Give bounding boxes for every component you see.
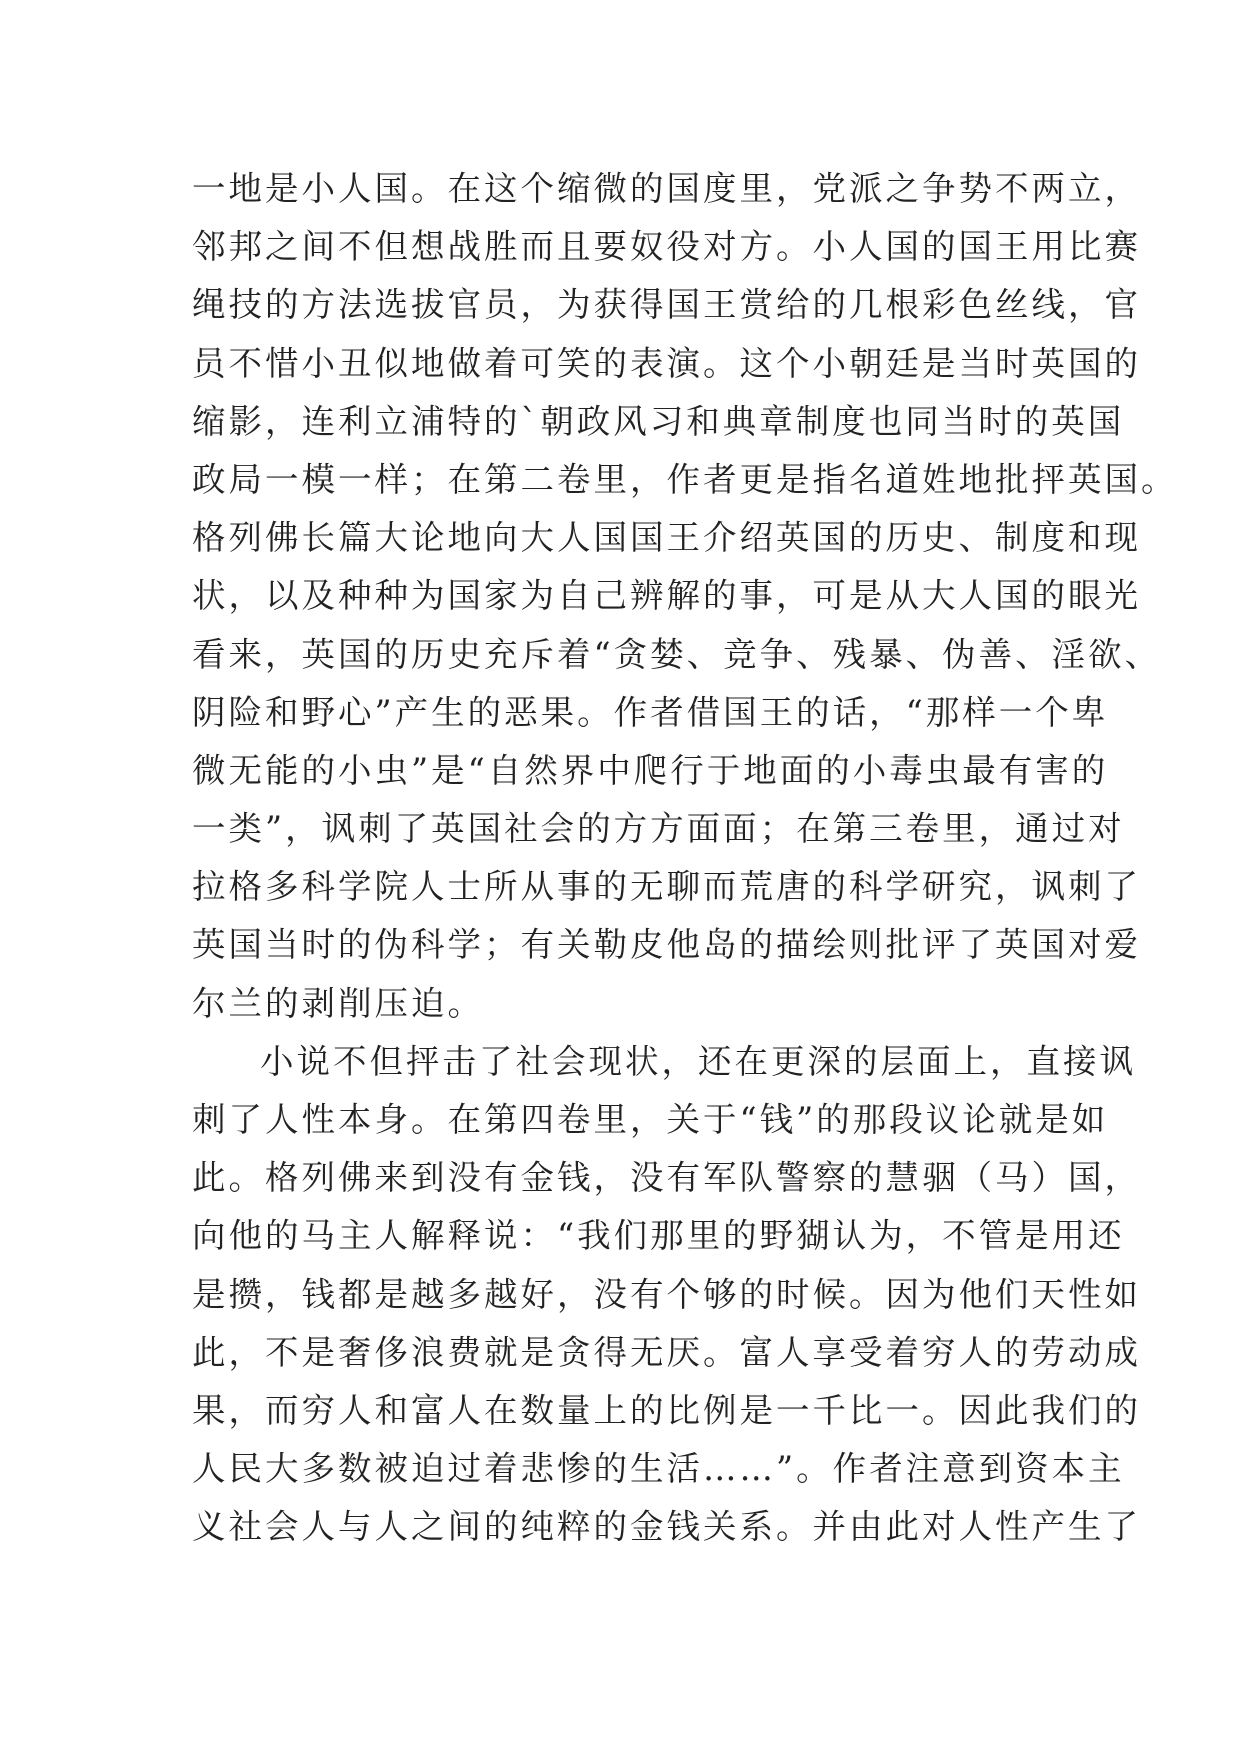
- text-line: 绳技的方法选拔官员，为获得国王赏给的几根彩色丝线，官: [192, 285, 1141, 325]
- text-line: 微无能的小虫”是“自然界中爬行于地面的小毒虫最有害的: [192, 750, 1109, 790]
- paragraph-2: [192, 1033, 1141, 1557]
- text-line: 尔兰的剥削压迫。: [192, 983, 484, 1023]
- body-text: [192, 160, 1178, 1557]
- text-line: 拉格多科学院人士所从事的无聊而荒唐的科学研究，讽刺了: [192, 867, 1141, 907]
- text-line: 此，不是奢侈浪费就是贪得无厌。富人享受着穷人的劳动成: [192, 1332, 1141, 1372]
- text-line: 人民大多数被迫过着悲惨的生活……”。作者注意到资本主: [192, 1449, 1125, 1489]
- text-line: 刺了人性本身。在第四卷里，关于“钱”的那段议论就是如: [192, 1100, 1109, 1139]
- text-line: 员不惜小丑似地做着可笑的表演。这个小朝廷是当时英国的: [192, 343, 1141, 383]
- text-line: 状，以及种种为国家为自己辨解的事，可是从大人国的眼光: [192, 576, 1141, 616]
- text-line: 阴险和野心”产生的恶果。作者借国王的话，“那样一个卑: [192, 692, 1109, 732]
- paragraph-1: [192, 160, 1178, 1033]
- text-line: 果，而穷人和富人在数量上的比例是一千比一。因此我们的: [192, 1390, 1141, 1430]
- text-line: 义社会人与人之间的纯粹的金钱关系。并由此对人性产生了: [192, 1507, 1141, 1547]
- text-line: 格列佛长篇大论地向大人国国王介绍英国的历史、制度和现: [192, 518, 1141, 558]
- text-line: 看来，英国的历史充斥着“贪婪、竞争、残暴、伪善、淫欲、: [192, 634, 1162, 674]
- text-line: 政局一模一样；在第二卷里，作者更是指名道姓地批抨英国。: [192, 459, 1178, 499]
- text-line: 一类”，讽刺了英国社会的方方面面；在第三卷里，通过对: [192, 809, 1125, 849]
- text-line: 缩影，连利立浦特的`朝政风习和典章制度也同当时的英国: [192, 401, 1125, 441]
- text-line: 向他的马主人解释说：“我们那里的野猢认为，不管是用还: [192, 1216, 1125, 1256]
- text-line: 邻邦之间不但想战胜而且要奴役对方。小人国的国王用比赛: [192, 227, 1141, 267]
- text-line: 小说不但抨击了社会现状，还在更深的层面上，直接讽: [260, 1041, 1136, 1081]
- text-line: 英国当时的伪科学；有关勒皮他岛的描绘则批评了英国对爱: [192, 925, 1141, 965]
- text-line: 是攒，钱都是越多越好，没有个够的时候。因为他们天性如: [192, 1274, 1141, 1314]
- text-line: 此。格列佛来到没有金钱，没有军队警察的慧骃（马）国，: [192, 1158, 1141, 1198]
- text-line: 一地是小人国。在这个缩微的国度里，党派之争势不两立，: [192, 169, 1141, 208]
